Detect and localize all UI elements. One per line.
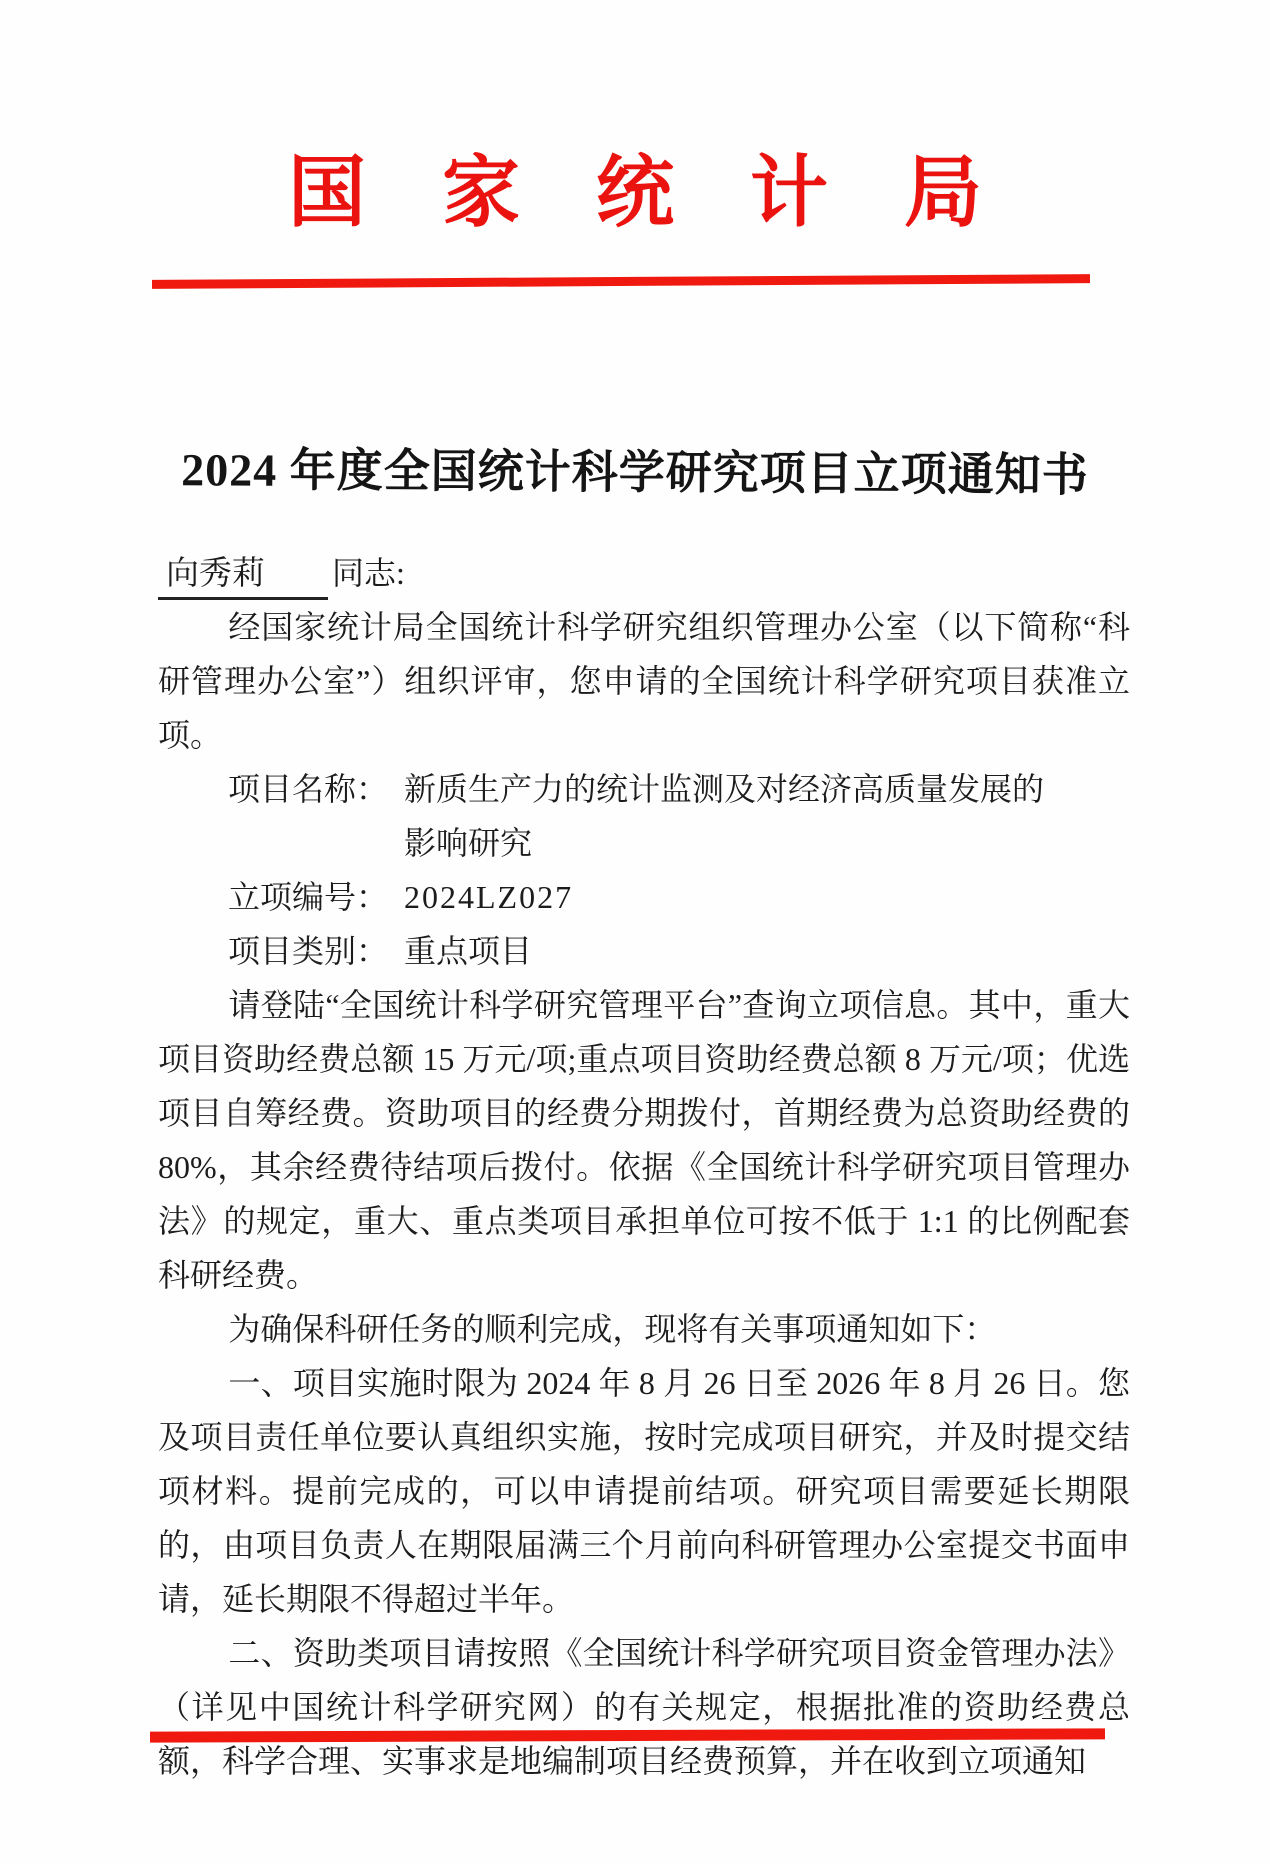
project-name-value-line2: 影响研究 bbox=[404, 825, 533, 861]
approval-number-label: 立项编号： bbox=[228, 879, 389, 915]
document-title: 2024 年度全国统计科学研究项目立项通知书 bbox=[181, 444, 1089, 501]
project-name-value bbox=[404, 762, 1130, 870]
field-project-name bbox=[158, 762, 1130, 870]
agency-masthead: 国家统计局 bbox=[287, 149, 1058, 236]
paragraph-platform-info: 请登陆“全国统计科学研究管理平台”查询立项信息。其中，重大项目资助经费总额 15 万元/项;重点项目资助经费总额 8 万元/项；优选项目自筹经费。资助项目的经费分期拨付，首期经费为总资助经费的 80%，其余经费待结项后拨付。依据《全国统计科学研究项目管理办法》的规定，重大、重点类项目承担单位可按不低于 1:1 的比例配套科研经费。 bbox=[158, 987, 1130, 1293]
paragraph-notice-intro: 为确保科研任务的顺利完成，现将有关事项通知如下： bbox=[228, 1311, 997, 1347]
recipient-name: 向秀莉 bbox=[158, 552, 328, 600]
masthead-rule bbox=[152, 274, 1090, 289]
project-name-value-line1: 新质生产力的统计监测及对经济高质量发展的 bbox=[404, 771, 1045, 807]
project-name-label: 项目名称： bbox=[228, 771, 389, 807]
paragraph-approval: 经国家统计局全国统计科学研究组织管理办公室（以下简称“科研管理办公室”）组织评审，您申请的全国统计科学研究项目获准立项。 bbox=[158, 609, 1130, 753]
field-approval-number bbox=[158, 870, 1130, 924]
field-project-category bbox=[158, 924, 1130, 978]
paragraph-item-one: 一、项目实施时限为 2024 年 8 月 26 日至 2026 年 8 月 26 日。您及项目责任单位要认真组织实施，按时完成项目研究，并及时提交结项材料。提前完成的，可以申请提前结项。研究项目需要延长期限的，由项目负责人在期限届满三个月前向科研管理办公室提交书面申请，延长期限不得超过半年。 bbox=[158, 1365, 1130, 1617]
salutation-suffix: 同志: bbox=[332, 555, 405, 591]
salutation-line bbox=[158, 546, 1130, 600]
project-category-label: 项目类别： bbox=[228, 933, 389, 969]
paragraph-item-two: 二、资助类项目请按照《全国统计科学研究项目资金管理办法》（详见中国统计科学研究网）的有关规定，根据批准的资助经费总额，科学合理、实事求是地编制项目经费预算，并在收到立项通知 bbox=[158, 1635, 1130, 1779]
letter-body bbox=[158, 546, 1130, 1788]
approval-number-value: 2024LZ027 bbox=[404, 879, 574, 915]
project-category-value: 重点项目 bbox=[404, 933, 533, 969]
